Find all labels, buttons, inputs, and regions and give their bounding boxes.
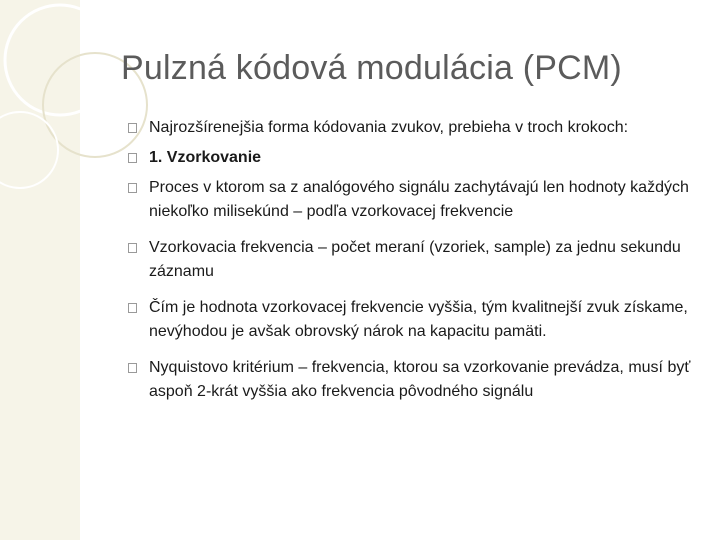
square-bullet-icon [128, 363, 137, 373]
bullet-item [128, 356, 708, 404]
square-bullet-icon [128, 183, 137, 193]
square-bullet-icon [128, 303, 137, 313]
bullet-item [128, 146, 708, 170]
bullet-item [128, 176, 708, 224]
slide-title: Pulzná kódová modulácia (PCM) [121, 49, 622, 87]
bullet-text: Najrozšírenejšia forma kódovania zvukov, prebieha v troch krokoch: [149, 119, 629, 136]
bullet-text: Vzorkovacia frekvencia – počet meraní (vzoriek, sample) za jednu sekundu záznamu [149, 239, 681, 280]
bullet-text: 1. Vzorkovanie [149, 149, 262, 166]
bullet-item [128, 296, 708, 344]
bullet-item [128, 236, 708, 284]
bullet-text: Nyquistovo kritérium – frekvencia, ktorou sa vzorkovanie prevádza, musí byť aspoň 2-krát vyššia ako frekvencia pôvodného signálu [149, 359, 691, 400]
square-bullet-icon [128, 123, 137, 133]
square-bullet-icon [128, 243, 137, 253]
bullet-text: Proces v ktorom sa z analógového signálu zachytávajú len hodnoty každých niekoľko milisekúnd – podľa vzorkovacej frekvencie [149, 179, 689, 220]
bullet-text: Čím je hodnota vzorkovacej frekvencie vyššia, tým kvalitnejší zvuk získame, nevýhodou je avšak obrovský nárok na kapacitu pamäti. [149, 299, 688, 340]
square-bullet-icon [128, 153, 137, 163]
bullet-list [128, 116, 708, 404]
bullet-item [128, 116, 708, 140]
